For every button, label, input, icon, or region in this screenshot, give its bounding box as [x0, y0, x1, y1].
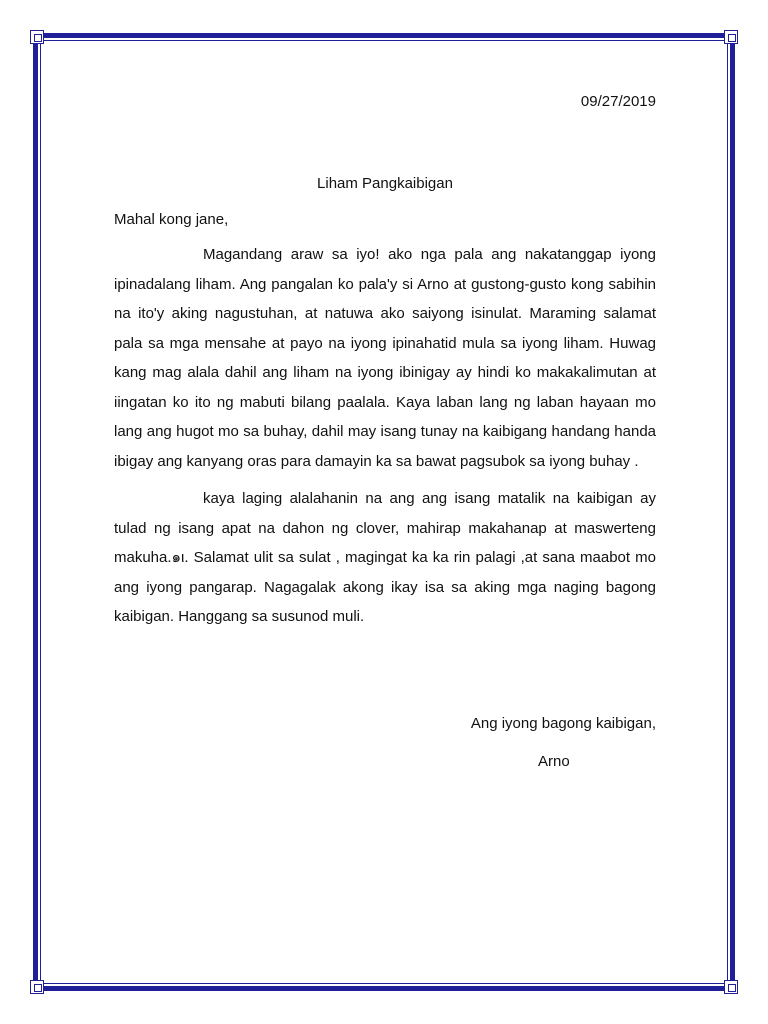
letter-paragraph: [114, 484, 656, 632]
letter-body: [114, 92, 656, 772]
border-corner-ornament: [724, 980, 738, 994]
paragraph-text: kaya laging alalahanin na ang ang isang matalik na kaibigan ay tulad ng isang apat na dahon ng clover, mahirap makahanap at maswerteng makuha.๑ι. Salamat ulit sa sulat , magingat ka ka rin palagi ,at sana maabot mo ang iyong pangarap. Nagagalak akong ikay isa sa aking mga naging bagong kaibigan. Hanggang sa susunod muli.: [114, 490, 656, 625]
paragraph-text: Magandang araw sa iyo! ako nga pala ang nakatanggap iyong ipinadalang liham. Ang pangalan ko pala'y si Arno at gustong-gusto kong sabihin na ito'y aking nagustuhan, at natuwa ako saiyong isinulat. Maraming salamat pala sa mga mensahe at payo na iyong ipinahatid mula sa iyong liham. Huwag kang mag alala dahil ang liham na iyong ibinigay ay hindi ko makakalimutan at iingatan ko ito ng mabuti bilang paalala. Kaya laban lang ng laban hayaan mo lang ang hugot mo sa buhay, dahil may isang tunay na kaibigang handang handa ibigay ang kanyang oras para damayin ka sa bawat pagsubok sa iyong buhay .: [114, 246, 656, 470]
letter-salutation: Mahal kong jane,: [114, 211, 229, 228]
letter-closing: Ang iyong bagong kaibigan,: [470, 714, 656, 732]
letter-date: 09/27/2019: [580, 93, 656, 110]
border-corner-ornament: [30, 30, 44, 44]
letter-paragraph: [114, 240, 656, 476]
border-corner-ornament: [30, 980, 44, 994]
letter-signature: Arno: [538, 752, 570, 770]
letter-title: Liham Pangkaibigan: [317, 175, 453, 192]
border-corner-ornament: [724, 30, 738, 44]
